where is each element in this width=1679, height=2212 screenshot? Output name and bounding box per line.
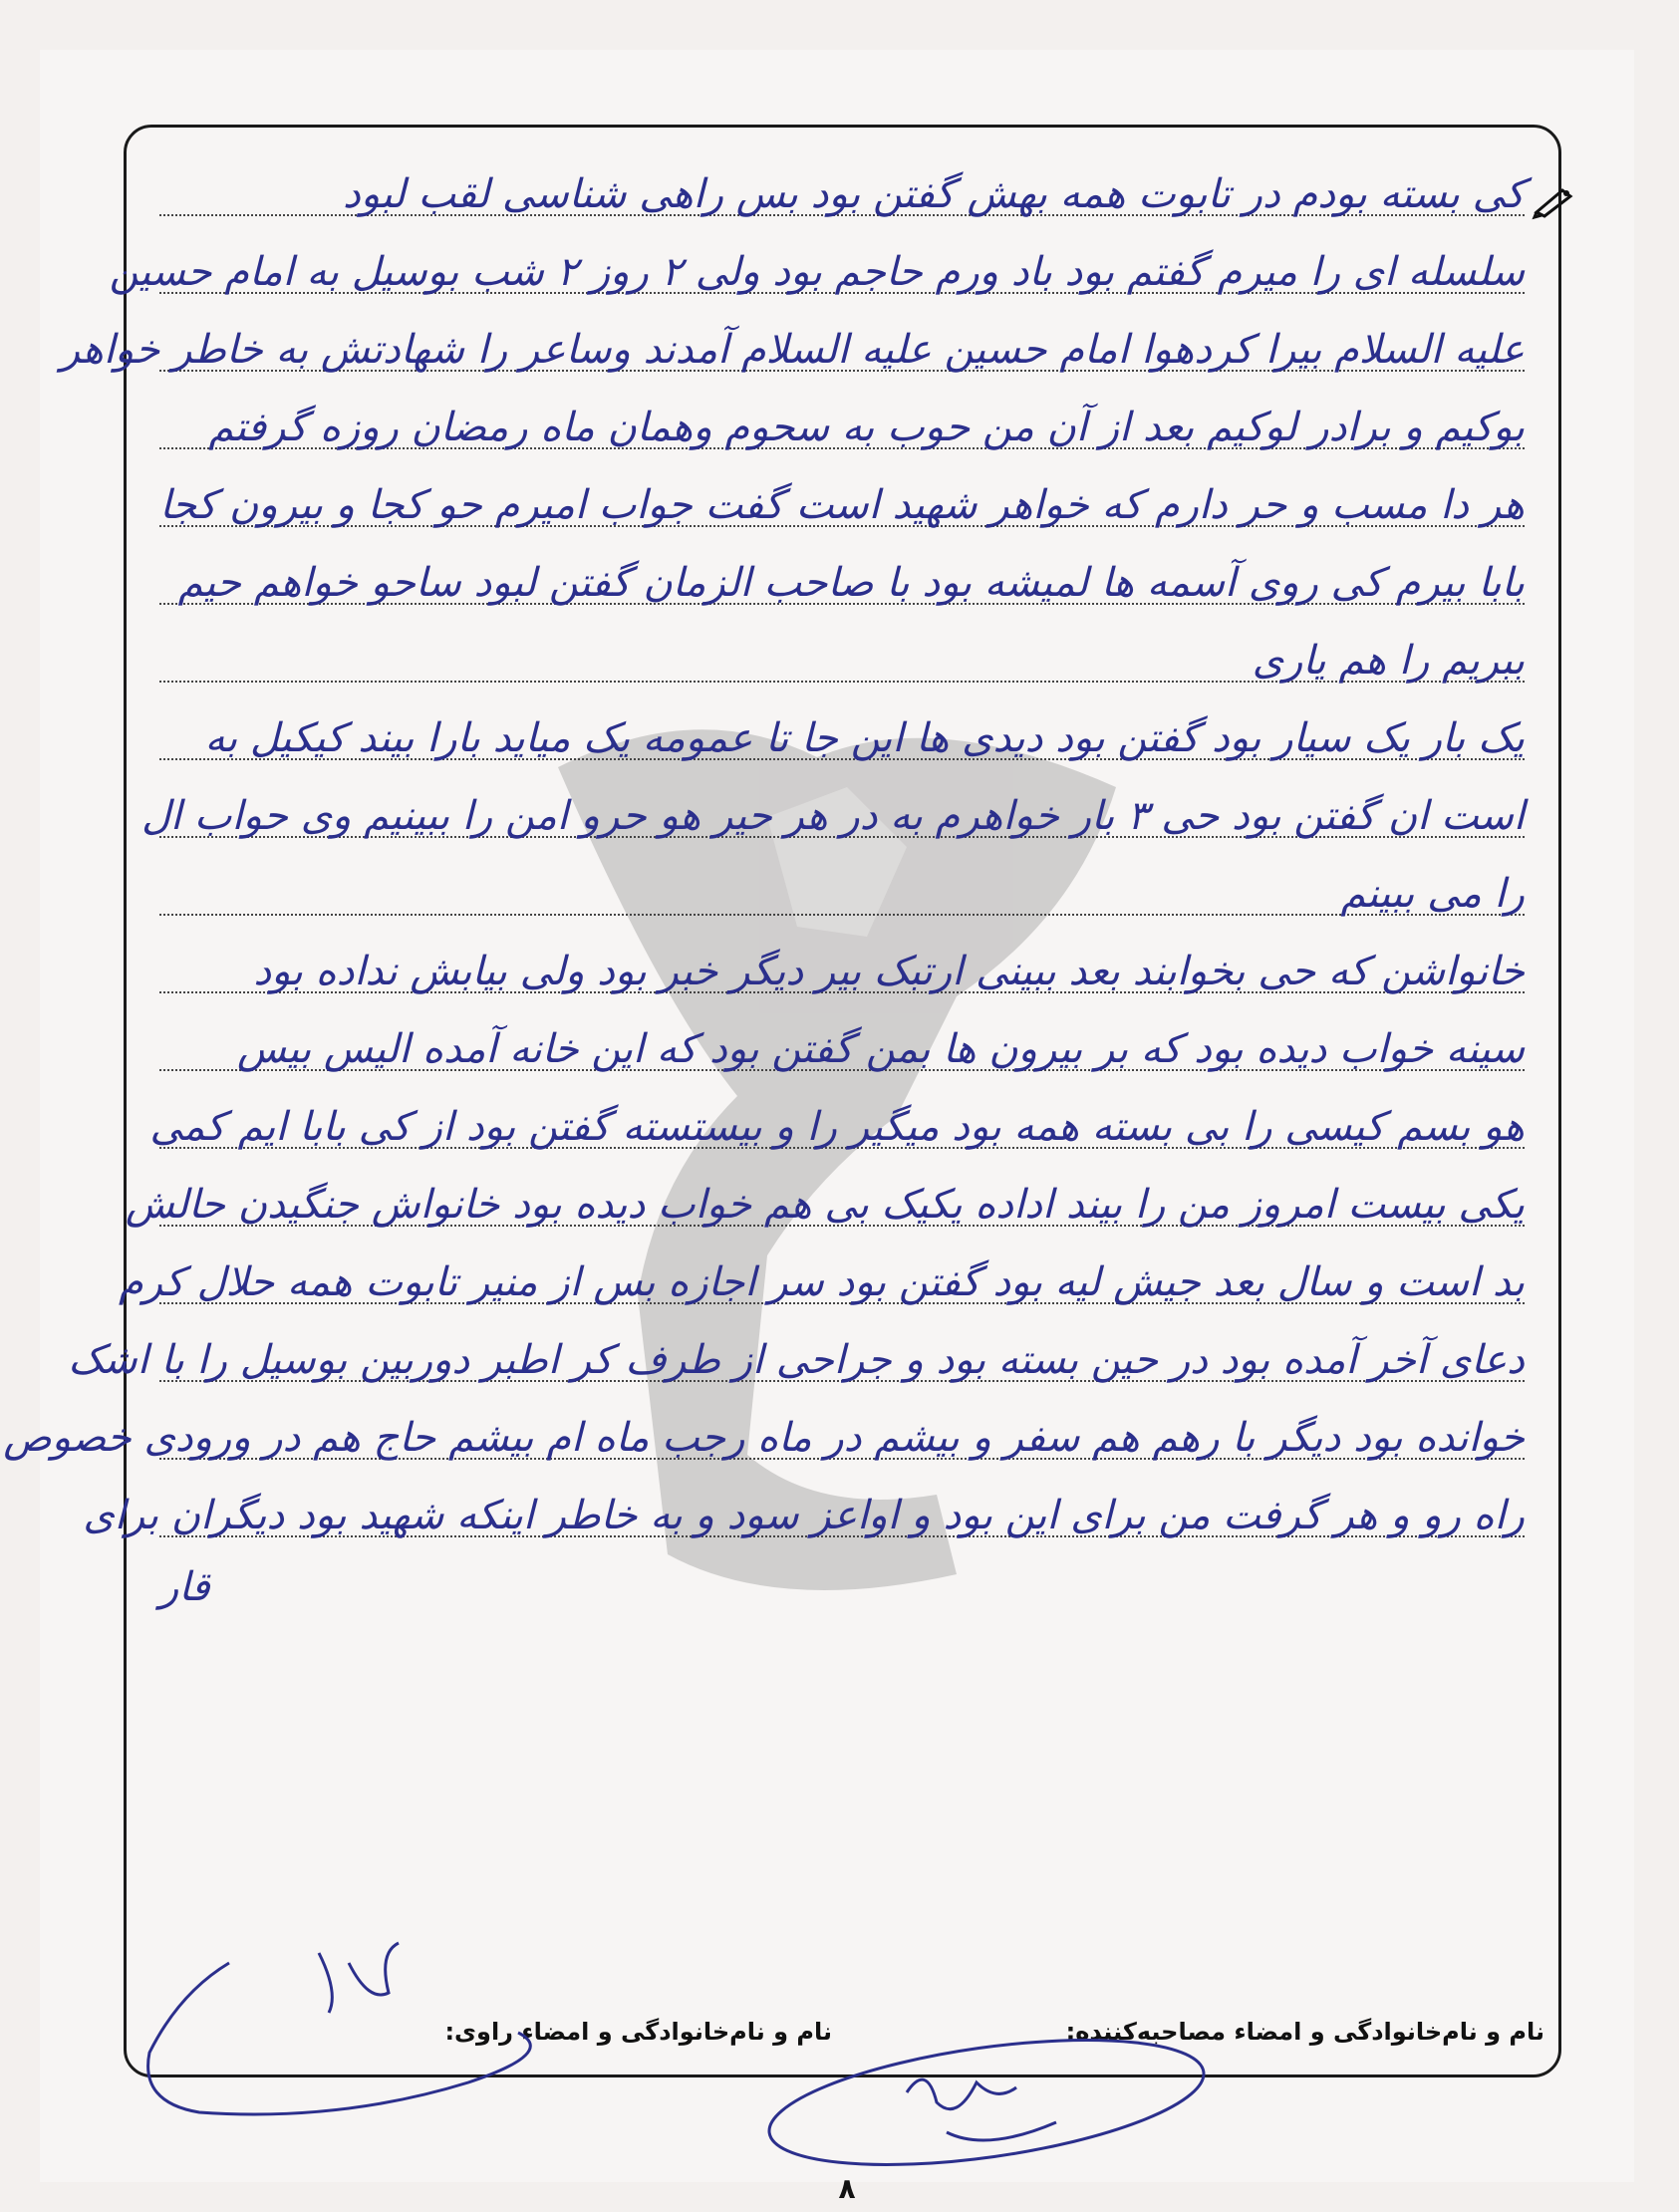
handwritten-line: را می ببینم (1340, 871, 1525, 917)
handwritten-note: قار (159, 1564, 210, 1610)
handwritten-line: خانواشن که حی بخوابند بعد ببینی ارتبک بیر دیگر خبر بود ولی بیابش نداده بود (253, 949, 1525, 994)
handwritten-line: سلسله ای را میرم گفتم بود باد ورم حاجم بود ولی ۲ روز ۲ شب بوسیل به امام حسین (109, 249, 1525, 295)
handwritten-line: یکی بیست امروز من را بیند اداده یکیک بی هم خواب دیده بود خانواش جنگیدن حالش (125, 1182, 1525, 1228)
handwritten-line: خوانده بود دیگر با رهم هم سفر و بیشم در ماه رجب ماه ام بیشم حاج هم در ورودی خصوص (3, 1415, 1525, 1461)
handwritten-line: بوکیم و برادر لوکیم بعد از آن من حوب به سحوم وهمان ماه رمضان روزه گرفتم (208, 405, 1525, 450)
handwritten-line: بد است و سال بعد جیش لیه بود گفتن بود سر اجازه بس از منیر تابوت همه حلال کرم (119, 1259, 1525, 1305)
pen-icon (1533, 184, 1576, 218)
interviewer-signature-label: نام و نام‌خانوادگی و امضاء مصاحبه‌کننده: (1065, 2018, 1544, 2046)
handwritten-line: یک بار یک سیار بود گفتن بود دیدی ها این جا تا عمومه یک میاید بارا بیند کیکیل به (204, 715, 1525, 761)
handwritten-line: است ان گفتن بود حی ۳ بار خواهرم به در هر حیر هو حرو امن را ببینیم وی حواب ال (140, 793, 1525, 839)
handwritten-line: ببریم را هم یاری (1252, 638, 1525, 684)
handwritten-line: دعای آخر آمده بود در حین بسته بود و جراحی از طرف کر اطبر دوربین بوسیل را با اشک (68, 1337, 1525, 1383)
handwritten-line: هر دا مسب و حر دارم که خواهر شهید است گفت جواب امیرم حو کجا و بیرون کجا (159, 482, 1525, 528)
handwritten-line: سینه خواب دیده بود که بر بیرون ها بمن گفتن بود که این خانه آمده الیس بیس (237, 1026, 1525, 1072)
handwritten-line: علیه السلام بیرا کردهوا امام حسین علیه السلام آمدند وساعر را شهادتش به خاطر خواهر (60, 327, 1525, 373)
page-number: ۸ (838, 2172, 856, 2205)
handwritten-line: بابا بیرم کی روی آسمه ها لمیشه بود با صاحب الزمان گفتن لبود ساحو خواهم حیم (177, 560, 1525, 606)
interviewer-signature (757, 2033, 1236, 2182)
narrator-signature-label: نام و نام‌خانوادگی و امضاء راوی: (444, 2018, 832, 2046)
handwritten-line: هو بسم کیسی را بی بسته همه بود میگیر را و بیستسته گفتن بود از کی بابا ایم کمی (149, 1104, 1525, 1150)
handwritten-line: راه رو و هر گرفت من برای این بود و اواعز سود و به خاطر اینکه شهید بود دیگران برای (83, 1493, 1525, 1538)
narrator-signature (140, 1933, 568, 2132)
handwritten-line: کی بسته بودم در تابوت همه بهش گفتن بود بس راهی شناسی لقب لبود (343, 171, 1525, 217)
